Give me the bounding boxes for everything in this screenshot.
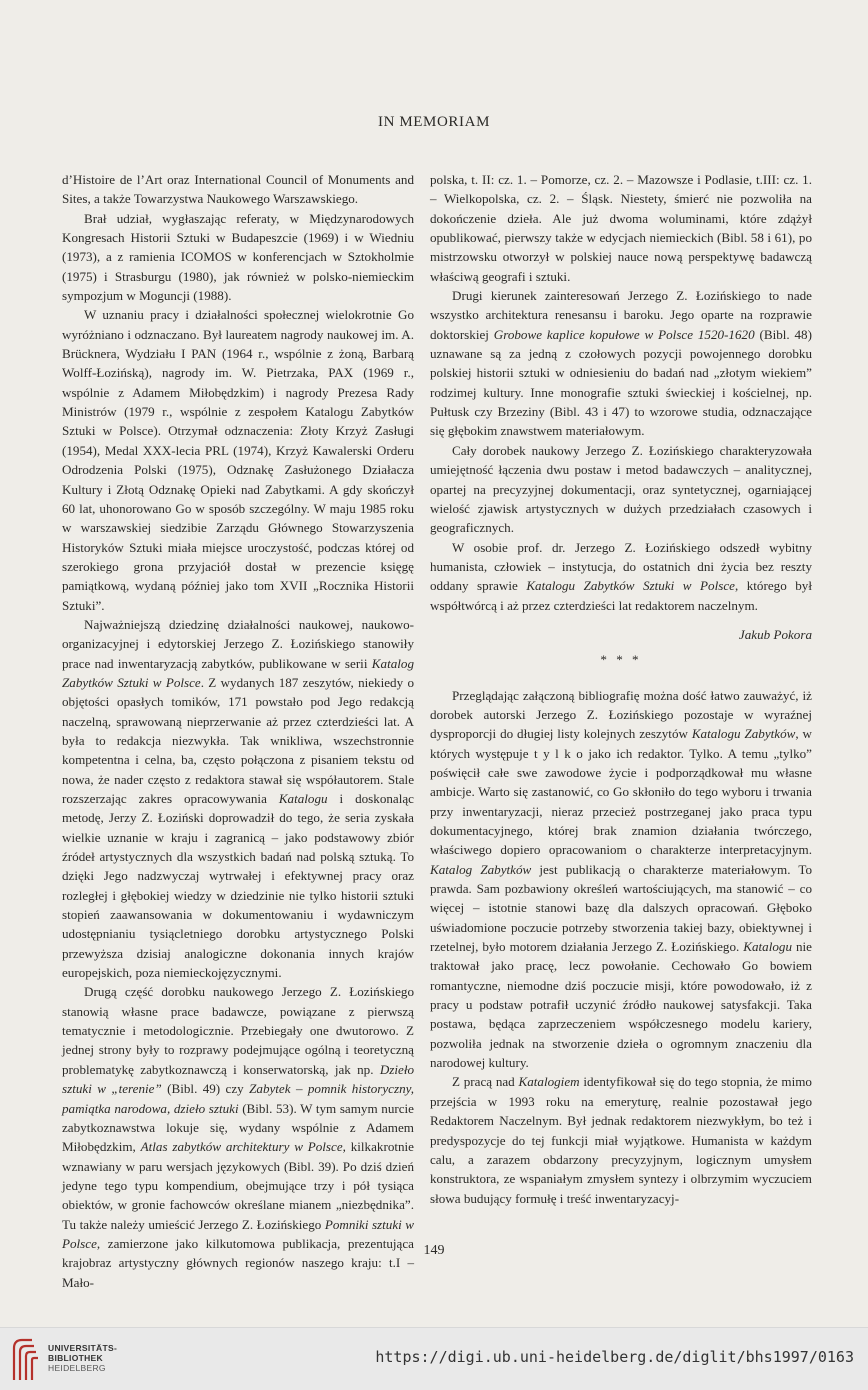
paragraph: Drugą część dorobku naukowego Jerzego Z. Łozińskiego stanowią własne prace badawcze, powiązane z pierwszą tematycznie i metodologicznie. Przebiegały one dwutorowo. Z jednej strony były to rozprawy podejmujące ogólną i teoretyczną problematykę zabytkoznawczą i konserwatorską, jak np. Dzieło sztuki w „terenie” (Bibl. 49) czy Zabytek – pomnik historyczny, pamiątka narodowa, dzieło sztuki (Bibl. 53). W tym samym nurcie zabytkoznawstwa lokuje się, wydany wspólnie z Adamem Miłobędzkim, Atlas zabytków architektury w Polsce, kilkakrotnie wznawiany w paru wersjach językowych (Bibl. 39). Po dziś dzień jedyne tego typu kompendium, obejmujące trzy i pół tysiąca obiektów, w gronie fachowców określane mianem „niezbędnika”. Tu także należy umieścić Jerzego Z. Łozińskiego Pomniki sztuki w Polsce, zamierzone jako kilkutomowa publikacja, prezentująca krajobraz artystyczny głównych regionów naszego kraju: t.I – Mało- [62,984,414,1290]
paragraph: d’Histoire de l’Art oraz International Council of Monuments and Sites, a także Towarzystwa Naukowego Warszawskiego. [62,172,414,207]
document-url-link[interactable]: https://digi.ub.uni-heidelberg.de/diglit/bhs1997/0163 [375,1348,854,1366]
paragraph: W uznaniu pracy i działalności społecznej wielokrotnie Go wyróżniano i odznaczano. Był laureatem nagrody naukowej im. A. Brücknera, Wydziału I PAN (1964 r., wspólnie z żoną, Barbarą Wolff-Łozińską), nagrody im. W. Pietrzaka, PAX (1969 r., wspólnie z Adamem Miłobędzkim) i nagrody Prezesa Rady Ministrów (1979 r., wspólnie z zespołem Katalogu Zabytków Sztuki w Polsce). Otrzymał odznaczenia: Złoty Krzyż Zasługi (1954), Medal XXX-lecia PRL (1974), Krzyż Kawalerski Orderu Odrodzenia Polski (1975), Odznakę Zasłużonego Działacza Kultury i Złotą Odznakę Opieki nad Zabytkami. A gdy skończył 60 lat, uhonorowano Go w sposób szczególny. W maju 1985 roku w warszawskiej siedzibie Zarządu Głównego Stowarzyszenia Historyków Sztuki miała miejsce uroczystość, podczas której od szerokiego grona przyjaciół dostał w prezencie księgę pamiątkową, wydaną później jako tom XVII „Rocznika Historii Sztuki”. [62,307,414,613]
left-column [62,170,414,1292]
paragraph: polska, t. II: cz. 1. – Pomorze, cz. 2. – Mazowsze i Podlasie, t.III: cz. 1. – Wielkopolska, cz. 2. – Śląsk. Niestety, śmierć nie pozwoliła na dokończenie dzieła. Ale już dwoma woluminami, które zdążył opublikować, pierwszy także w edycjach niemieckich (Bibl. 58 i 61), po mistrzowsku otworzył w polskiej nauce nową perspektywę badawczą właściwą geografi i sztuki. [430,172,812,284]
library-logo-icon[interactable] [10,1336,44,1382]
viewer-footer [0,1327,868,1390]
paragraph: Cały dorobek naukowy Jerzego Z. Łozińskiego charakteryzowała umiejętność łączenia dwu postaw i metod badawczych – analitycznej, opartej na precyzyjnej dokumentacji, oraz syntetycznej, ogarniającej wielość zjawisk artystycznych w dużych przedziałach czasowych i geograficznych. [430,442,812,536]
paragraph: W osobie prof. dr. Jerzego Z. Łozińskiego odszedł wybitny humanista, człowiek – instytucja, do ostatnich dni życia bez reszty oddany sprawie Katalogu Zabytków Sztuki w Polsce, którego był współtwórcą i aż przez czterdzieści lat redaktorem naczelnym. [430,539,812,613]
paragraph: Drugi kierunek zainteresowań Jerzego Z. Łozińskiego to nade wszystko architektura renesansu i baroku. Jego oparte na rozprawie doktorskiej Grobowe kaplice kopułowe w Polsce 1520-1620 (Bibl. 48) uznawane są za jedną z czołowych pozycji powojennego dorobku polskiej historii sztuki w odniesieniu do badań nad „złotym wiekiem” rodzimej kultury. Inne monografie sztuki świeckiej i kościelnej, np. Pułtusk czy Brzeziny (Bibl. 43 i 47) to wzorowe studia, odznaczające się głębokim znawstwem materiałowym. [430,288,812,439]
running-header: IN MEMORIAM [377,114,491,130]
section-divider: * * * [600,652,642,668]
author-signature: Jakub Pokora [738,626,812,642]
paragraph: Przeglądając załączoną bibliografię można dość łatwo zauważyć, iż dorobek autorski Jerzego Z. Łozińskiego pozostaje w wyraźnej dysproporcji do długiej listy kolejnych zeszytów Katalogu Zabytków, w których występuje t y l k o jako ich redaktor. Tylko. A temu „tylko” poświęcił całe swe zawodowe życie i podporządkował mu własne ambicje. Warto się zastanowić, co Go skłoniło do tego wyboru i trwania przy inwentaryzacji, nieraz przecież postrzeganej jako praca typu dokumentacyjnego, której brak znamion działania twórczego, właściwego dopiero opracowaniom o charakterze interpretacyjnym. Katalog Zabytków jest publikacją o charakterze materiałowym. To prawda. Sam pozbawiony określeń wartościujących, ma stanowić – co więcej – istotnie stanowi bazę dla dalszych opracowań. Głęboko uświadomione poczucie potrzeby stworzenia takiej bazy, obiektywnej i rzetelnej, było motorem działania Jerzego Z. Łozińskiego. Katalogu nie traktował jako pracę, lecz powołanie. Cechowało Go bowiem romantyczne, niemodne dziś poczucie misji, które powodowało, iż z pracy u podstaw potrafił uczynić źródło naukowej satysfakcji. Taka postawa, będąca zaprzeczeniem współczesnego modelu kariery, pozwoliła jednak na stworzenie dzieła o ogromnym znaczeniu dla narodowej kultury. [430,687,812,1071]
paragraph: Najważniejszą dziedzinę działalności naukowej, naukowo-organizacyjnej i edytorskiej Jerzego Z. Łozińskiego stanowiły prace nad inwentaryzacją zabytków, publikowane w serii Katalog Zabytków Sztuki w Polsce. Z wydanych 187 zeszytów, niekiedy o objętości opasłych tomików, 171 powstało pod Jego redakcją naczelną, sprawowaną nieprzerwanie aż przez czterdzieści lat. A była to redakcja niezwykła. Tak wnikliwa, wszechstronnie kompetentna i celna, ba, często połączona z pisaniem tekstu od nowa, że nader często z redaktora stawał się współautorem. Stale rozszerzając zakres opracowywania Katalogu i doskonaląc metodę, Jerzy Z. Łoziński doprowadził do tego, że seria zyskała wielkie uznanie w kraju i zagranicą – jako podstawowy zbiór źródeł artystycznych dla wszystkich badań nad polską sztuką. To dzięki Jego nadzwyczaj wytrwałej i efektywnej pracy oraz rozległej i głębokiej wiedzy w dziedzinie nie tylko historii sztuki stopień zaawansowania w dokumentowaniu i wydawniczym udostępnianiu tysiącletniego dorobku artystycznego Polski przewyższa dzisiaj analogiczne dokonania innych krajów europejskich, poza niemieckojęzycznymi. [62,616,414,981]
right-column [430,170,812,1208]
paragraph: Z pracą nad Katalogiem identyfikował się do tego stopnia, że mimo przejścia w 1993 roku na emeryturę, realnie pozostawał jego Redaktorem Naczelnym. Był jednak redaktorem niezwykłym, bo też i predyspozycje do tej funkcji miał wyjątkowe. Humanista w każdym calu, a zarazem obdarzony precyzyjnym, logicznym umysłem konstruktora, ze wspaniałym zmysłem syntezy i olbrzymim wyczuciem słowa budujący formułę i treść inwentaryzacyj- [430,1074,812,1206]
library-name[interactable]: UNIVERSITÄTS- BIBLIOTHEK HEIDELBERG [48,1343,118,1373]
page-number: 149 [423,1243,445,1258]
paragraph: Brał udział, wygłaszając referaty, w Międzynarodowych Kongresach Historii Sztuki w Budapeszcie (1969) i w Wiedniu (1973), a z ramienia ICOMOS w konferencjach w Sztokholmie (1975) i Strasburgu (1980), jak również w polsko-niemieckim sympozjum w Moguncji (1988). [62,210,414,304]
